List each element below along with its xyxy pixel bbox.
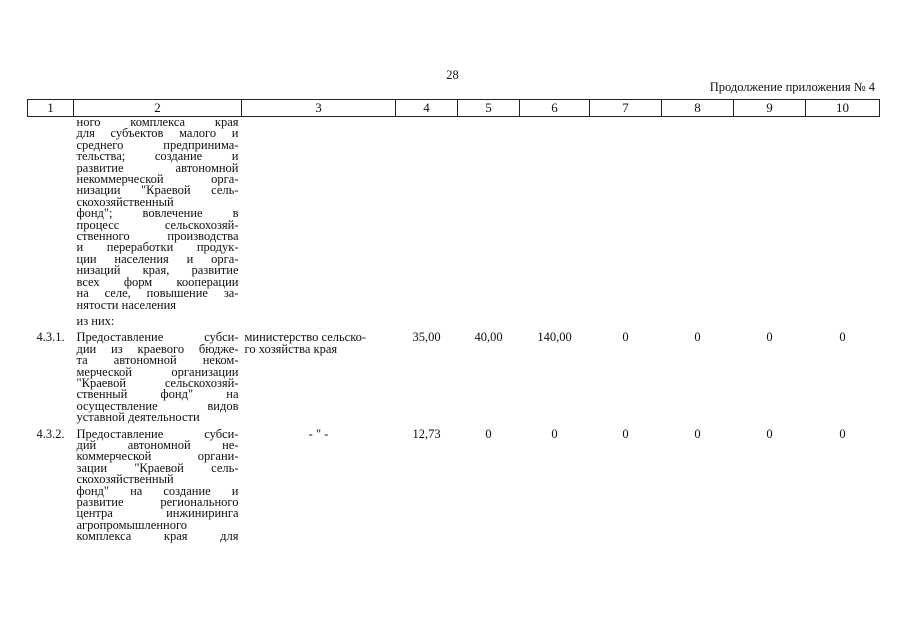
value-cell: 0: [622, 330, 629, 345]
text-line: среднего предпринима-: [76, 137, 239, 152]
text-line: развитие регионального: [76, 495, 239, 509]
text-line: ции населения и орга-: [76, 251, 239, 266]
text-line: дии из краевого бюдже-: [76, 341, 239, 356]
text-line: го хозяйства края: [244, 341, 338, 356]
appendix-continuation-label: Продолжение приложения № 4: [709, 80, 875, 94]
value-cell: 0: [622, 426, 629, 441]
value-cell: 0: [839, 426, 846, 441]
executor: [242, 426, 396, 543]
row-number: 4.3.1.: [36, 330, 65, 345]
text-line: центра инжиниринга: [76, 506, 239, 521]
ditto-mark: - " -: [308, 426, 329, 441]
text-line: мерческой организации: [76, 364, 239, 379]
table-row: [28, 429, 880, 543]
subheader-row: [28, 316, 880, 327]
text-line: фонд" на создание и: [76, 483, 239, 498]
measure-description: [74, 332, 242, 423]
text-line: нятости населения: [76, 297, 177, 312]
text-line: осуществление видов: [76, 398, 239, 413]
text-line: низаций края, развитие: [76, 263, 239, 278]
text-line: скохозяйственный: [76, 194, 174, 209]
text-line: скохозяйственный: [76, 472, 174, 487]
text-line: на селе, повышение за-: [76, 286, 239, 301]
text-line: коммерческой органи-: [76, 449, 239, 464]
continued-description: [74, 117, 242, 311]
subheader-label: из них:: [76, 313, 115, 328]
table-row: [28, 332, 880, 423]
text-line: процесс сельскохозяй-: [76, 217, 239, 232]
column-header: 6: [520, 100, 590, 117]
text-line: некоммерческой орга-: [76, 172, 239, 187]
column-header: 8: [662, 100, 734, 117]
value-cell: 0: [694, 330, 701, 345]
column-header: 3: [242, 100, 396, 117]
text-line: ного комплекса края: [76, 115, 239, 129]
row-number: 4.3.2.: [36, 426, 65, 441]
column-header: 9: [734, 100, 806, 117]
column-header: 7: [590, 100, 662, 117]
text-line: развитие автономной: [76, 160, 239, 175]
text-line: министерство сельско-: [244, 330, 367, 345]
value-cell: 0: [694, 426, 701, 441]
text-line: ственный фонд" на: [76, 387, 239, 402]
text-line: та автономной неком-: [76, 353, 239, 368]
value-cell: 0: [485, 426, 492, 441]
column-header: 2: [74, 100, 242, 117]
text-line: низации "Краевой сель-: [76, 183, 239, 198]
column-number-header-row: [28, 100, 880, 117]
executor: [242, 332, 396, 423]
text-line: зации "Краевой сель-: [76, 460, 239, 475]
table-row: [28, 117, 880, 311]
column-header: 1: [28, 100, 74, 117]
program-table: [27, 99, 880, 543]
value-cell: 0: [766, 426, 773, 441]
text-line: и переработки продук-: [76, 240, 239, 255]
text-line: комплекса края для: [76, 529, 239, 544]
measure-description: [74, 426, 242, 544]
text-line: "Краевой сельскохозяй-: [76, 375, 239, 390]
text-line: всех форм кооперации: [76, 274, 239, 289]
value-cell: 12,73: [412, 426, 441, 441]
column-header: 5: [458, 100, 520, 117]
text-line: ственного производства: [76, 229, 239, 244]
column-header: 4: [396, 100, 458, 117]
text-line: для субъектов малого и: [76, 126, 239, 141]
value-cell: 0: [839, 330, 846, 345]
text-line: фонд"; вовлечение в: [76, 206, 239, 221]
column-header: 10: [806, 100, 880, 117]
text-line: Предоставление субси-: [76, 330, 239, 345]
value-cell: 35,00: [412, 330, 441, 345]
value-cell: 0: [551, 426, 558, 441]
text-line: Предоставление субси-: [76, 426, 239, 441]
page-number: 28: [446, 68, 459, 82]
value-cell: 0: [766, 330, 773, 345]
value-cell: 140,00: [537, 330, 572, 345]
text-line: уставной деятельности: [76, 410, 200, 425]
text-line: тельства; создание и: [76, 149, 239, 164]
value-cell: 40,00: [474, 330, 503, 345]
text-line: дий автономной не-: [76, 437, 239, 452]
text-line: агропромышленного: [76, 517, 188, 532]
